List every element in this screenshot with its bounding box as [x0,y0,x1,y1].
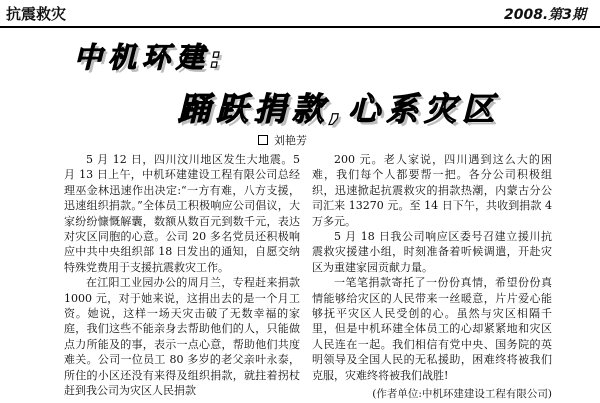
issue-number: 2008.第3期 [503,7,586,23]
article-column-left [64,152,300,399]
byline [258,132,307,148]
page-header [0,0,600,28]
paragraph: 一笔笔捐款寄托了一份份真情，希望份份真情能够给灾区的人民带来一丝暖意，片片爱心能够抚平灾区人民受创的心。虽然与灾区相隔千里，但是中机环建全体员工的心却紧紧地和灾区人民连在一起。我们相信有党中央、国务院的英明领导及全国人民的无私援助，困难终将被我们克服，灾难终将被我们战胜! [312,276,552,382]
paragraph: 200 元。老人家说，四川遇到这么大的困难，我们每个人都要帮一把。各分公司积极组织，迅速掀起抗震救灾的捐款热潮，内蒙古分公司汇来 13270 元。至 14 日下午，共收到捐款 4 万多元。 [312,153,552,228]
square-bullet-icon [258,135,268,145]
paragraph: 5 月 18 日我公司响应区委号召建立援川抗震救灾援建小组，时刻准备着听候调遣，开赴灾区为重建家园贡献力量。 [312,230,552,274]
headline-line-1: 中机环建: [74,41,228,74]
headline-line-2: 踊跃捐款,心系灾区 [178,90,501,128]
paragraph: 5 月 12 日，四川汶川地区发生大地震。5 月 13 日上午，中机环建建设工程有限公司总经理巫金林迅速作出决定:“一方有难，八方支援，迅速组织捐款。”全体员工积极响应公司倡议，大家纷纷慷慨解囊，数额从数百元到数千元，表达对灾区同胞的心意。公司 20 多名党员还积极响应中共中央组织部 18 日发出的通知，自愿交纳特殊党费用于支援抗震救灾工作。 [64,153,300,274]
author-affiliation: (作者单位:中机环建建设工程有限公司) [372,388,552,401]
paragraph: 在江阳工业园办公的周月兰，专程赶来捐款 1000 元，对于她来说，这捐出去的是一个月工资。她说，这样一场天灾击破了无数幸福的家庭，我们这些不能亲身去帮助他们的人，只能做点力所能及的事，表示一点心意，帮助他们共度难关。公司一位员工 80 多岁的老父亲叶永泰，所住的小区还没有来得及组织捐款，就拄着拐杖赶到我公司为灾区人民捐款 [64,276,300,398]
author-name: 刘艳芳 [274,134,307,147]
section-title: 抗震救灾 [6,5,67,23]
article-column-right [312,152,552,403]
